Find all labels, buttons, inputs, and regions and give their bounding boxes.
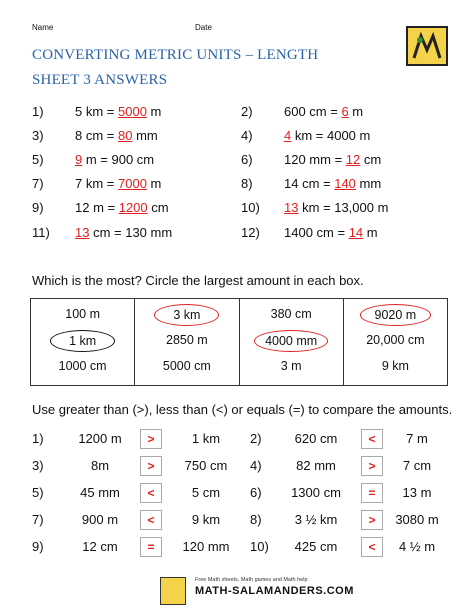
box-item: 100 m [65,307,100,321]
answer-value: 5000 [118,104,147,119]
question-number: 11) [32,225,50,240]
answer-value: 140 [334,176,356,191]
box-item: 2850 m [166,333,208,347]
expression-suffix: m [348,104,364,119]
answer-value: 13 [284,200,299,215]
box-item: 5000 cm [162,359,211,373]
compare-left-value: 900 m [81,512,119,527]
expression-suffix: mm [355,176,382,191]
comparison-symbol: > [361,510,383,530]
box-item-circled: 9020 m [360,304,432,326]
question-number: 9) [32,539,44,554]
compare-right-value: 5 cm [191,485,221,500]
expression-prefix: 7 km = [75,176,118,191]
box-1 [31,299,135,385]
compare-right-value: 120 mm [182,539,230,554]
compare-left-value: 3 ½ km [294,512,338,527]
expression-suffix: km = 13,000 m [298,200,389,215]
comparison-boxes [30,298,448,386]
name-label: Name [32,23,54,32]
comparison-symbol: > [361,456,383,476]
comparison-symbol: = [140,537,162,557]
expression-suffix: m [146,176,162,191]
question-number: 8) [241,176,253,191]
compare-right-value: 4 ½ m [398,539,436,554]
answer-value: 9 [75,152,83,167]
question-number: 8) [250,512,262,527]
question-number: 6) [241,152,253,167]
box-item: 380 cm [270,307,312,321]
answer-value: 12 [345,152,361,167]
question-number: 3) [32,458,44,473]
question-number: 5) [32,485,44,500]
expression-suffix: m [146,104,162,119]
box-item: 9 km [381,359,409,373]
compare-right-value: 7 cm [402,458,432,473]
box-item-circled: 3 km [154,304,219,326]
conversion-expression [284,128,370,143]
expression-suffix: cm [147,200,169,215]
compare-right-value: 3080 m [395,512,439,527]
page-subtitle: SHEET 3 ANSWERS [32,72,168,88]
answer-value: 4 [284,128,292,143]
conversion-expression [75,128,158,143]
compare-left-value: 82 mm [296,458,336,473]
question-number: 2) [241,104,253,119]
box-item: 20,000 cm [366,333,425,347]
conversion-expression [284,225,378,240]
comparison-symbol: < [361,537,383,557]
section3-instruction: Use greater than (>), less than (<) or equals (=) to compare the amounts. [32,402,453,417]
expression-suffix: cm = 130 mm [89,225,173,240]
compare-left-value: 425 cm [294,539,338,554]
question-number: 9) [32,200,44,215]
footer-brand: MATH-SALAMANDERS.COM [195,585,354,597]
expression-prefix: 8 cm = [75,128,118,143]
page-title: CONVERTING METRIC UNITS – LENGTH [32,47,319,63]
date-label: Date [195,23,212,32]
comparison-symbol: < [140,510,162,530]
compare-right-value: 750 cm [184,458,228,473]
footer-tagline: Free Math sheets, Math games and Math help [195,577,308,583]
box-4 [344,299,447,385]
question-number: 7) [32,176,44,191]
compare-right-value: 9 km [191,512,221,527]
comparison-symbol: < [361,429,383,449]
comparison-symbol: > [140,429,162,449]
comparison-symbol: < [140,483,162,503]
answer-value: 80 [118,128,133,143]
salamander-footer-icon [160,577,186,605]
answer-value: 13 [75,225,90,240]
conversion-expression [284,176,381,191]
expression-suffix: m [363,225,378,240]
conversion-expression [75,225,172,240]
compare-left-value: 45 mm [80,485,120,500]
expression-prefix: 120 mm = [284,152,346,167]
conversion-expression [75,200,169,215]
expression-prefix: 14 cm = [284,176,335,191]
expression-prefix: 1400 cm = [284,225,349,240]
expression-prefix: 600 cm = [284,104,342,119]
box-3 [240,299,344,385]
question-number: 10) [250,539,269,554]
question-number: 10) [241,200,260,215]
box-item: 3 m [280,359,302,373]
comparison-symbol: = [361,483,383,503]
compare-left-value: 1200 m [78,431,122,446]
expression-suffix: m = 900 cm [82,152,155,167]
math-salamander-logo-icon [406,26,448,66]
compare-right-value: 13 m [402,485,432,500]
compare-right-value: 7 m [406,431,428,446]
question-number: 1) [32,104,44,119]
question-number: 4) [250,458,262,473]
section2-instruction: Which is the most? Circle the largest amount in each box. [32,273,364,288]
question-number: 3) [32,128,44,143]
question-number: 7) [32,512,44,527]
conversion-expression [75,176,161,191]
compare-left-value: 8m [90,458,110,473]
question-number: 1) [32,431,44,446]
question-number: 6) [250,485,262,500]
compare-left-value: 12 cm [82,539,118,554]
expression-suffix: cm [360,152,382,167]
comparison-symbol: > [140,456,162,476]
answer-value: 14 [348,225,364,240]
expression-prefix: 5 km = [75,104,118,119]
expression-prefix: 12 m = [75,200,119,215]
answer-value: 7000 [118,176,147,191]
box-2 [135,299,239,385]
answer-value: 6 [341,104,349,119]
question-number: 12) [241,225,260,240]
conversion-expression [284,152,381,167]
compare-left-value: 620 cm [294,431,338,446]
conversion-expression [284,104,363,119]
expression-suffix: km = 4000 m [291,128,371,143]
conversion-expression [284,200,388,215]
box-item: 1000 cm [58,359,107,373]
conversion-expression [75,104,161,119]
compare-left-value: 1300 cm [291,485,341,500]
question-number: 2) [250,431,262,446]
answer-value: 1200 [118,200,148,215]
box-item-circled: 1 km [50,330,115,352]
conversion-expression [75,152,154,167]
compare-right-value: 1 km [191,431,221,446]
question-number: 5) [32,152,44,167]
question-number: 4) [241,128,253,143]
expression-suffix: mm [132,128,158,143]
box-item-circled: 4000 mm [254,330,328,352]
